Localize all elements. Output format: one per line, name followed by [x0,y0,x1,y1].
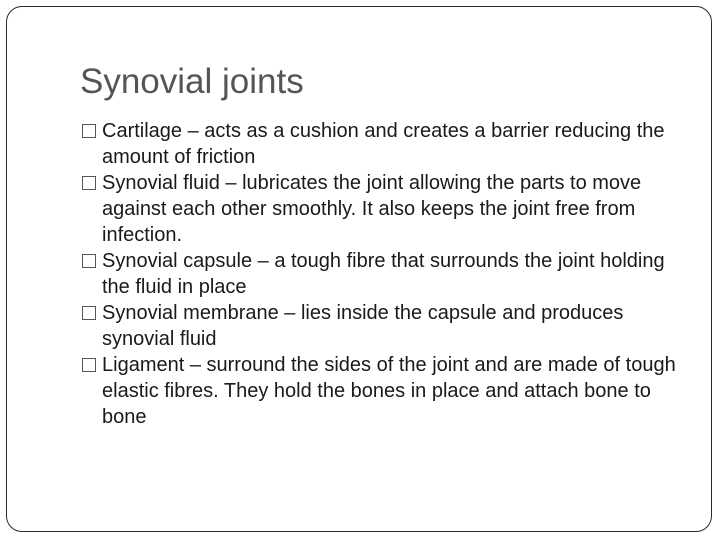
bullet-item-cartilage [82,118,682,170]
bullet-text: Cartilage – acts as a cushion and creates a barrier reducing the amount of friction [102,120,665,168]
bullet-item-ligament [82,352,682,430]
square-bullet-icon [82,124,96,138]
bullet-list [82,118,682,430]
bullet-item-synovial-capsule [82,248,682,300]
bullet-text: Ligament – surround the sides of the joint and are made of tough elastic fibres. They hold the bones in place and attach bone to bone [102,354,676,428]
square-bullet-icon [82,176,96,190]
bullet-text: Synovial capsule – a tough fibre that surrounds the joint holding the fluid in place [102,250,665,298]
square-bullet-icon [82,306,96,320]
bullet-text: Synovial fluid – lubricates the joint allowing the parts to move against each other smoothly. It also keeps the joint free from infection. [102,172,642,246]
slide-title: Synovial joints [80,62,304,101]
bullet-item-synovial-fluid [82,170,682,248]
bullet-text: Synovial membrane – lies inside the capsule and produces synovial fluid [102,302,624,350]
square-bullet-icon [82,358,96,372]
bullet-item-synovial-membrane [82,300,682,352]
square-bullet-icon [82,254,96,268]
